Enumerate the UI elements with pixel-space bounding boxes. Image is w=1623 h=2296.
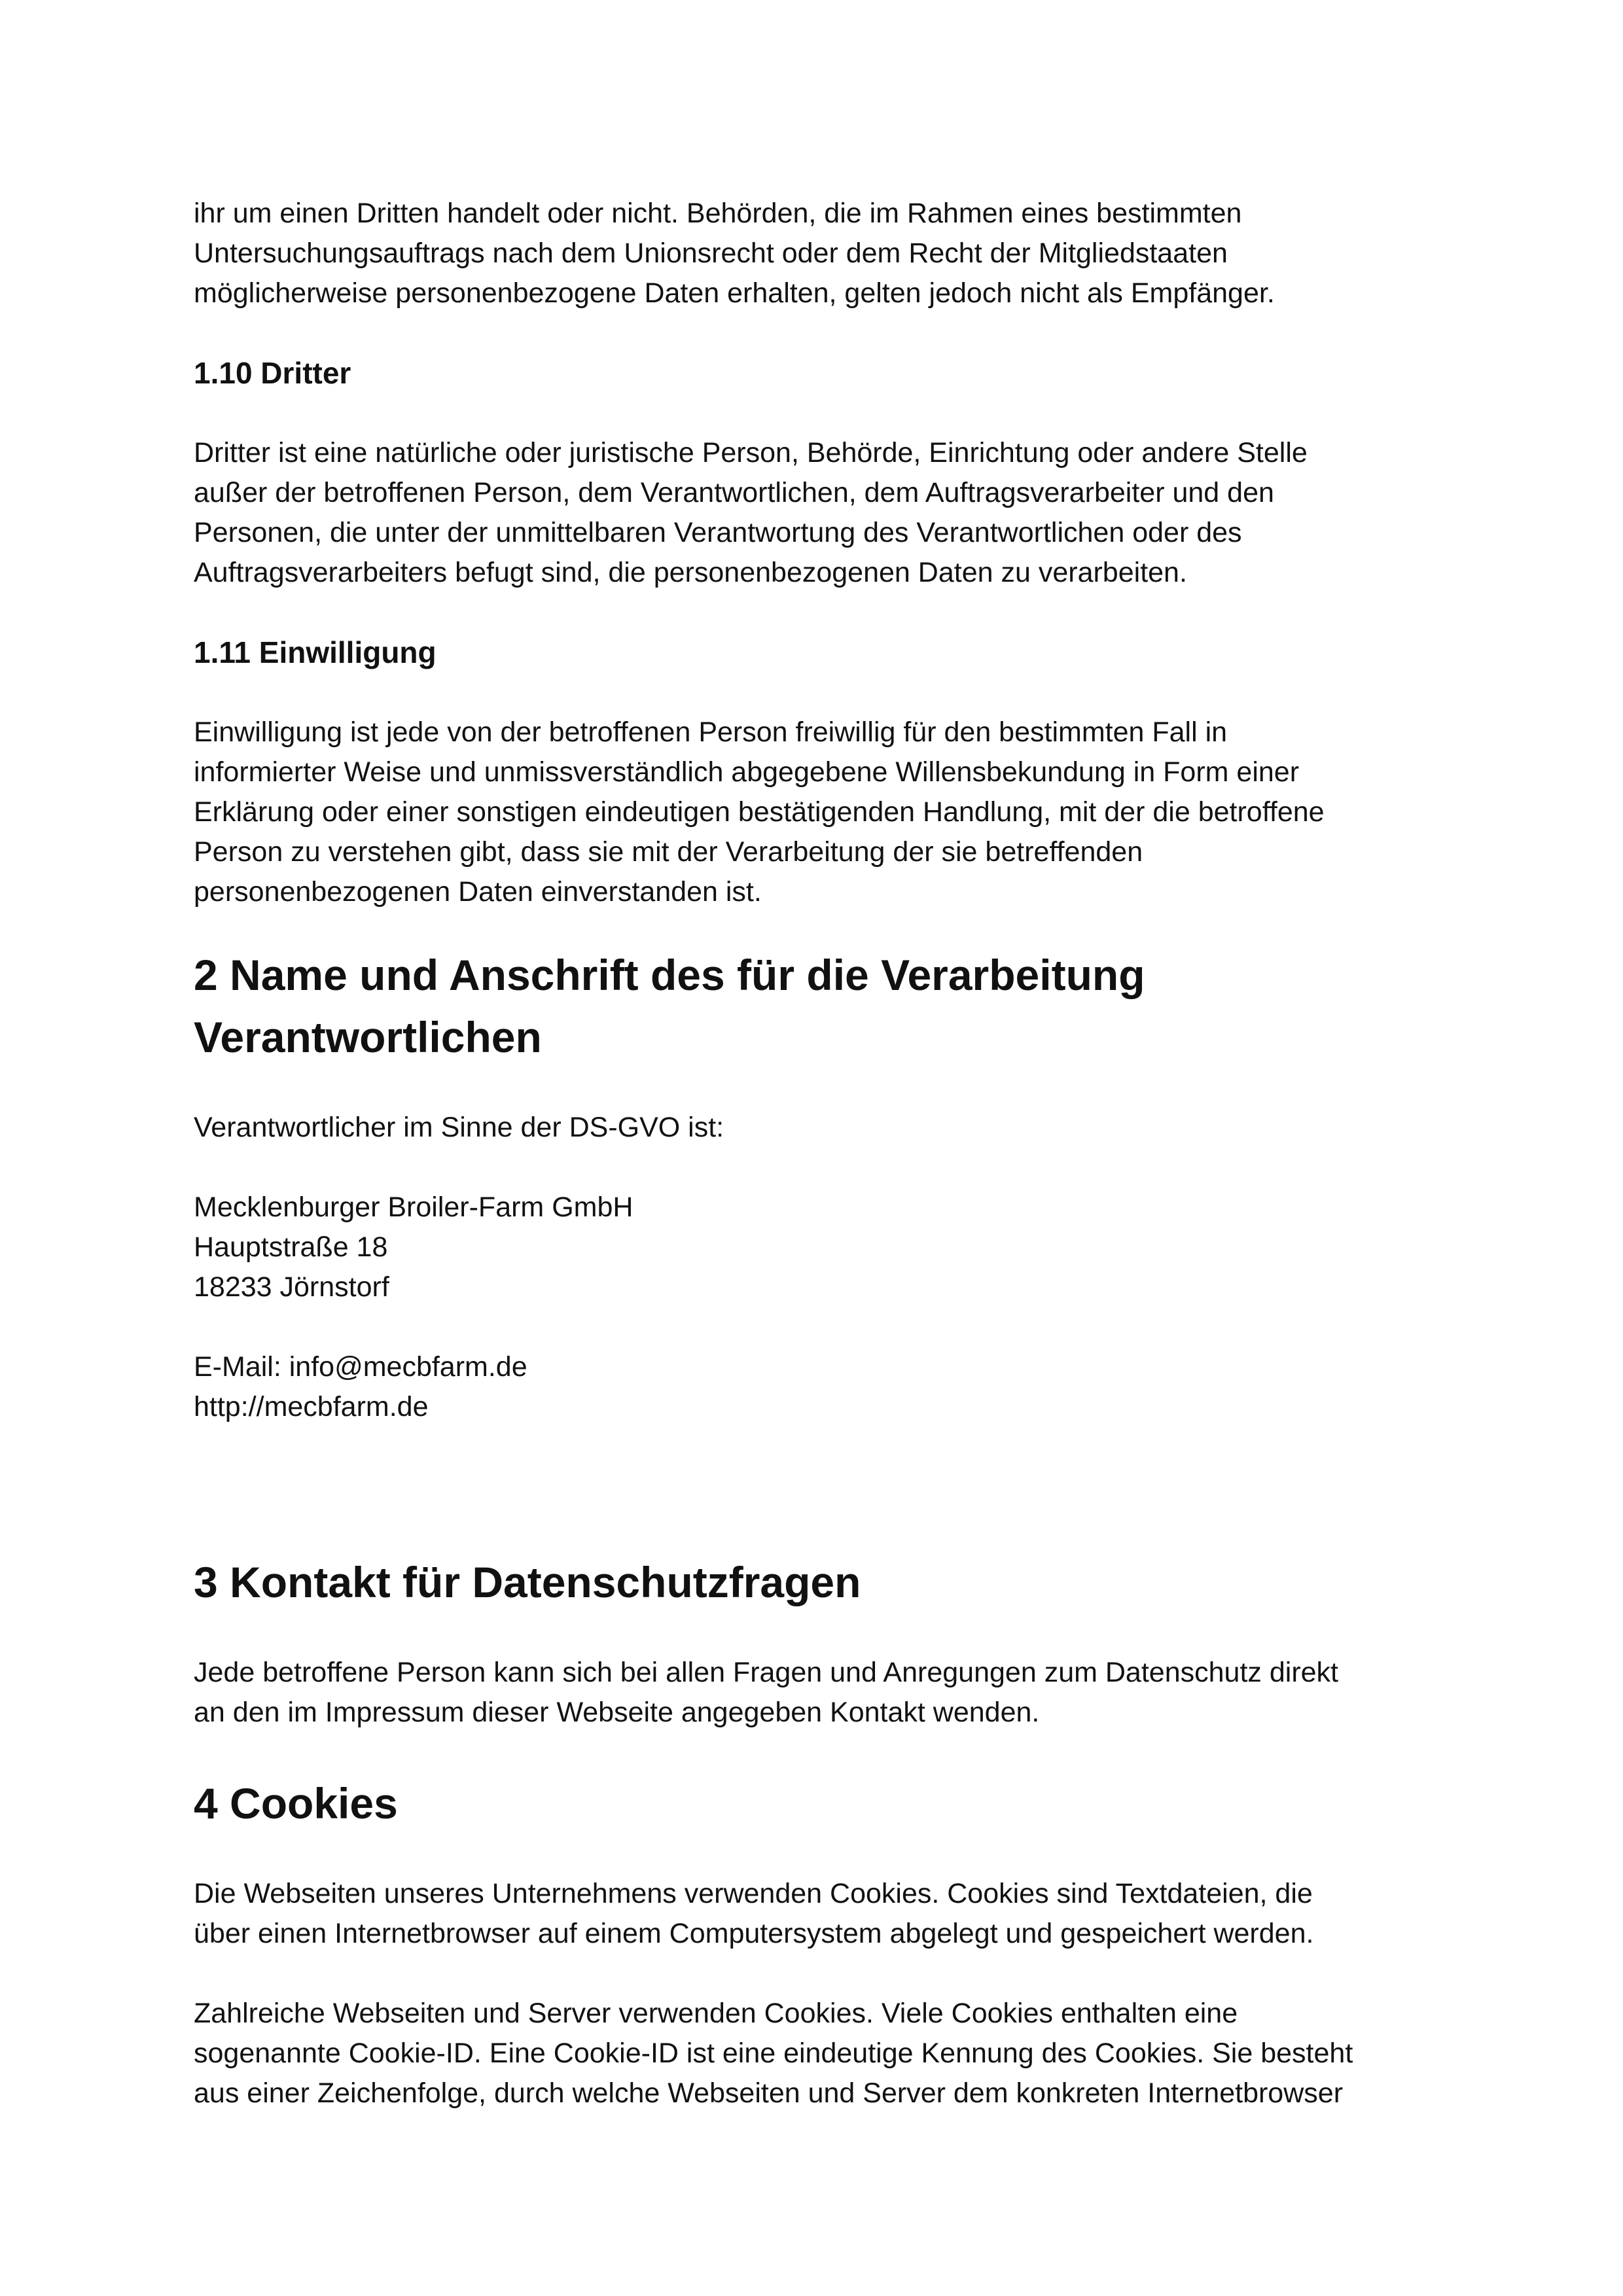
heading-line: 2 Name und Anschrift des für die Verarbeitung [194, 951, 1145, 999]
text-line: Jede betroffene Person kann sich bei allen Fragen und Anregungen zum Datenschutz direkt [194, 1657, 1338, 1688]
text-line: außer der betroffenen Person, dem Verantwortlichen, dem Auftragsverarbeiter und den [194, 477, 1274, 508]
postal-city: 18233 Jörnstorf [194, 1271, 389, 1303]
controller-contact [194, 1347, 1437, 1427]
text-line: an den im Impressum dieser Webseite angegeben Kontakt wenden. [194, 1697, 1040, 1728]
text-line: Untersuchungsauftrags nach dem Unionsrecht oder dem Recht der Mitgliedstaaten [194, 238, 1228, 269]
text-line: Person zu verstehen gibt, dass sie mit der Verarbeitung der sie betreffenden [194, 836, 1143, 868]
controller-intro: Verantwortlicher im Sinne der DS-GVO ist: [194, 1112, 724, 1143]
heading-section-4: 4 Cookies [194, 1779, 398, 1828]
email-line[interactable]: E-Mail: info@mecbfarm.de [194, 1351, 527, 1383]
text-line: Die Webseiten unseres Unternehmens verwenden Cookies. Cookies sind Textdateien, die [194, 1878, 1313, 1909]
text-line: Zahlreiche Webseiten und Server verwenden Cookies. Viele Cookies enthalten eine [194, 1998, 1238, 2029]
text-line: Erklärung oder einer sonstigen eindeutigen bestätigenden Handlung, mit der die betroffene [194, 796, 1325, 828]
intro-paragraph [194, 194, 1437, 313]
text-line: ihr um einen Dritten handelt oder nicht. Behörden, die im Rahmen eines bestimmten [194, 198, 1242, 229]
text-line: Einwilligung ist jede von der betroffenen Person freiwillig für den bestimmten Fall in [194, 716, 1228, 748]
text-line: sogenannte Cookie-ID. Eine Cookie-ID ist eine eindeutige Kennung des Cookies. Sie besteht [194, 2038, 1353, 2069]
street: Hauptstraße 18 [194, 1231, 388, 1263]
text-line: Auftragsverarbeiters befugt sind, die personenbezogenen Daten zu verarbeiten. [194, 557, 1187, 588]
text-line: Personen, die unter der unmittelbaren Verantwortung des Verantwortlichen oder des [194, 517, 1242, 548]
text-line: aus einer Zeichenfolge, durch welche Webseiten und Server dem konkreten Internetbrowser [194, 2077, 1344, 2109]
text-line: Dritter ist eine natürliche oder juristische Person, Behörde, Einrichtung oder andere Stelle [194, 437, 1308, 468]
text-line: informierter Weise und unmissverständlich abgegebene Willensbekundung in Form einer [194, 756, 1300, 788]
company-name: Mecklenburger Broiler-Farm GmbH [194, 1192, 633, 1223]
heading-1-11: 1.11 Einwilligung [194, 635, 437, 669]
heading-section-2 [194, 944, 1437, 1069]
controller-address [194, 1188, 1437, 1307]
website-link[interactable]: http://mecbfarm.de [194, 1391, 429, 1422]
paragraph-kontakt [194, 1653, 1437, 1733]
document-page [194, 194, 1437, 2113]
text-line: personenbezogenen Daten einverstanden ist. [194, 876, 762, 908]
text-line: über einen Internetbrowser auf einem Computersystem abgelegt und gespeichert werden. [194, 1918, 1314, 1949]
heading-1-10: 1.10 Dritter [194, 356, 351, 390]
paragraph-cookies-1 [194, 1874, 1437, 1954]
paragraph-einwilligung [194, 713, 1437, 912]
paragraph-cookies-2 [194, 1994, 1437, 2113]
paragraph-dritter [194, 433, 1437, 593]
text-line: möglicherweise personenbezogene Daten erhalten, gelten jedoch nicht als Empfänger. [194, 277, 1275, 309]
heading-line: Verantwortlichen [194, 1013, 542, 1061]
heading-section-3: 3 Kontakt für Datenschutzfragen [194, 1558, 861, 1606]
